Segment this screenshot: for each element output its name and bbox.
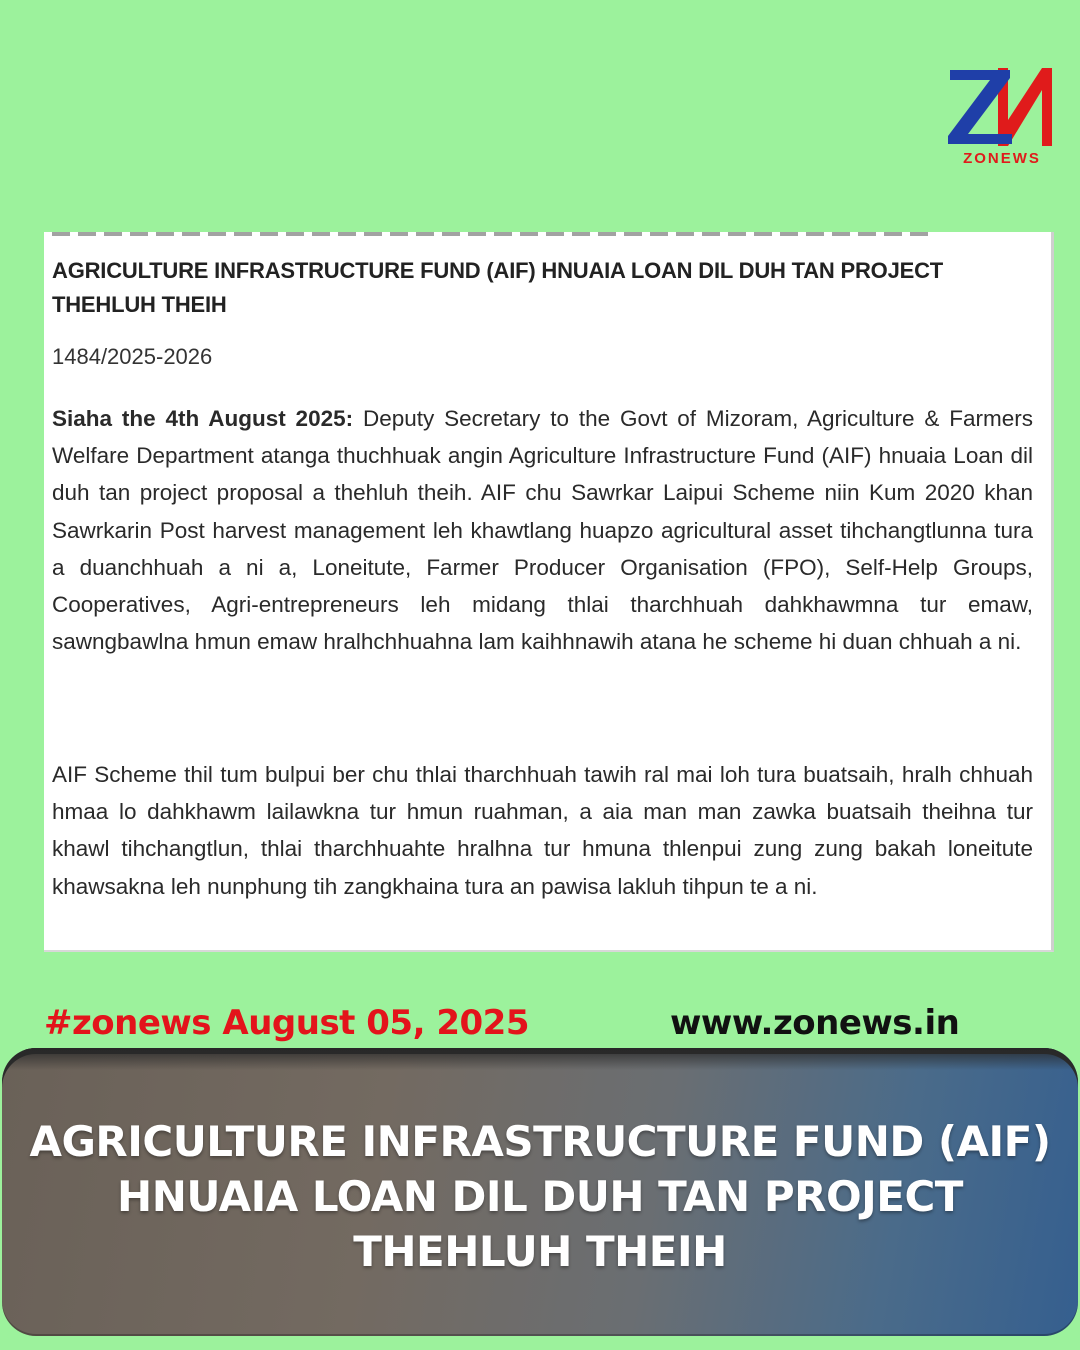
zonews-wordmark: ZONEWS (963, 150, 1041, 167)
hashtag-date: #zonews August 05, 2025 (44, 1003, 529, 1043)
press-release-document (44, 232, 1054, 952)
document-reference-number: 1484/2025-2026 (52, 344, 213, 369)
headline-title: AGRICULTURE INFRASTRUCTURE FUND (AIF) HNUAIA LOAN DIL DUH TAN PROJECT THEHLUH THEIH (29, 1117, 1051, 1276)
zonews-logo (946, 62, 1060, 172)
document-paragraph-1 (52, 400, 1033, 660)
document-cropped-top-line (52, 232, 932, 236)
headline-banner (2, 1048, 1078, 1336)
website-url[interactable]: www.zonews.in (670, 1003, 960, 1043)
document-paragraph-2: AIF Scheme thil tum bulpui ber chu thlai tharchhuah tawih ral mai loh tura buatsaih, hralh chhuah hmaa lo dahkhawm lailawkna tur hmun ruahman, a aia man man zawka buatsaih theihna tur khawl tihchangtlun, thlai tharchhuahte hralhna tur hmuna thlenpui zung zung bakah loneitute khawsakna leh nunphung tih zangkhaina tura an pawisa lakluh tihpun te a ni. (52, 762, 1033, 899)
paragraph-1-body: Deputy Secretary to the Govt of Mizoram, Agriculture & Farmers Welfare Department atanga thuchhuak angin Agriculture Infrastructure Fund (AIF) hnuaia Loan dil duh tan project proposal a thehluh theih. AIF chu Sawrkar Laipui Scheme niin Kum 2020 khan Sawrkarin Post harvest management leh khawtlang huapzo agricultural asset tihchangtlunna tura a duanchhuah a ni a, Loneitute, Farmer Producer Organisation (FPO), Self-Help Groups, Cooperatives, Agri-entrepreneurs leh midang thlai tharchhuah dahkhawmna tur emaw, sawngbawlna hmun emaw hralhchhuahna lam kaihhnawih atana he scheme hi duan chhuah a ni. (52, 406, 1033, 655)
zonews-logo-mark (946, 62, 1060, 152)
dateline: Siaha the 4th August 2025: (52, 406, 354, 431)
document-title: AGRICULTURE INFRASTRUCTURE FUND (AIF) HNUAIA LOAN DIL DUH TAN PROJECT THEHLUH THEIH (52, 258, 944, 317)
